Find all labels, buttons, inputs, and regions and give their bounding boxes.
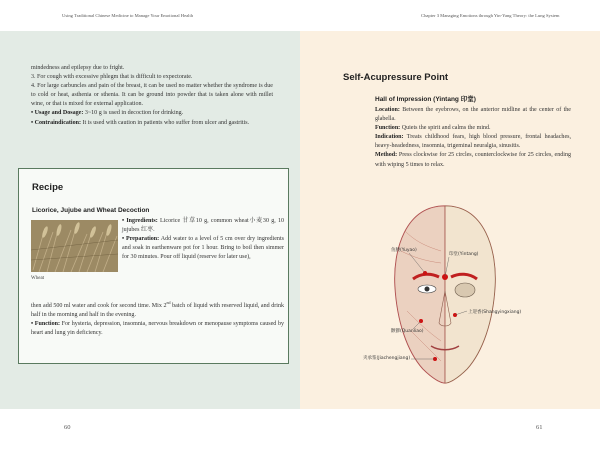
wheat-photo-graphic bbox=[31, 220, 118, 272]
preparation bbox=[122, 235, 284, 262]
recipe-box bbox=[18, 168, 289, 364]
preparation-end: batch of liquid with reserved liquid, and drink half in the morning and half in the evening. bbox=[31, 303, 284, 319]
label-shangyingxiang: 上迎香(Shangyingxiang) bbox=[468, 310, 522, 315]
label-yintang: 印堂(Yintang) bbox=[449, 252, 479, 257]
indication-text: Treats childhood fears, high blood pressure, frontal headaches, heavy-headedness, insomnia, trigeminal neuralgia, sinusitis. bbox=[375, 134, 571, 150]
usage-text: 3~10 g is used in decoction for drinking. bbox=[83, 110, 184, 117]
running-header-right: Chapter 3 Managing Emotions through Yin-Yang Theory: the Lung System bbox=[421, 13, 560, 18]
ingredients-label: • Ingredients: bbox=[122, 218, 158, 224]
function-label: Function: bbox=[375, 125, 401, 132]
method bbox=[375, 151, 571, 169]
recipe-full-column bbox=[31, 298, 284, 338]
point-description bbox=[375, 106, 571, 170]
pupil-left bbox=[425, 287, 430, 292]
image-caption: Wheat bbox=[31, 276, 45, 281]
peach-panel bbox=[300, 31, 600, 409]
recipe-right-column bbox=[122, 217, 284, 262]
usage-label: • Usage and Dosage: bbox=[31, 110, 84, 117]
contraindication bbox=[31, 119, 273, 128]
label-jiachengjiang: 夹承浆(Jiachengjiang) bbox=[363, 356, 411, 361]
eye-socket-right bbox=[455, 283, 475, 297]
method-text: Press clockwise for 25 circles, counterclockwise for 25 circles, ending with wiping 5 times to relax. bbox=[375, 152, 571, 168]
location bbox=[375, 106, 571, 124]
function bbox=[31, 320, 284, 338]
contra-text: It is used with caution in patients who suffer from ulcer and gastritis. bbox=[81, 119, 250, 126]
recipe-title: Recipe bbox=[32, 182, 64, 193]
label-quanliao: 颧髎(Quanliao) bbox=[391, 329, 424, 334]
green-panel bbox=[0, 31, 300, 409]
contra-label: • Contraindication: bbox=[31, 119, 81, 126]
point-title: Hall of Impression (Yintang 印堂) bbox=[375, 96, 476, 103]
paragraph: 3. For cough with excessive phlegm that is difficult to expectorate. bbox=[31, 74, 193, 81]
preparation-text: Add water to a level of 5 cm over dry ingredients and soak in earthenware pot for 1 hour. Bring to boil then simmer for 30 minutes. Pour off liquid (reserve for later use), bbox=[122, 236, 284, 261]
page-number-right: 61 bbox=[536, 424, 543, 431]
function-text: Quiets the spirit and calms the mind. bbox=[400, 125, 491, 132]
section-title: Self-Acupressure Point bbox=[343, 72, 449, 83]
page-number-left: 60 bbox=[64, 424, 71, 431]
function-text: For hysteria, depression, insomnia, nervous breakdown or menopause symptoms caused by heart and lung yin deficiency. bbox=[31, 321, 284, 337]
indication-label: Indication: bbox=[375, 134, 404, 141]
function-label: • Function: bbox=[31, 321, 60, 328]
running-header-left: Using Traditional Chinese Medicine to Manage Your Emotional Health bbox=[62, 13, 194, 18]
continued-text bbox=[31, 64, 273, 128]
paragraph: 4. For large carbuncles and pain of the breast, it can be used no matter whether the syndrome is due to cold or heat, asthenia or sthenia. It can be ground into powder that is taken alone with millet wine, or that is mixed for external application. bbox=[31, 83, 273, 108]
usage-and-dosage bbox=[31, 109, 273, 118]
label-yuyao: 鱼腰(Yuyao) bbox=[391, 248, 417, 253]
wheat-photo bbox=[31, 220, 118, 272]
preparation-cont: then add 500 ml water and cook for second time. Mix 2 bbox=[31, 303, 167, 310]
location-text: Between the eyebrows, on the anterior midline at the center of the glabella. bbox=[375, 107, 571, 123]
method-label: Method: bbox=[375, 152, 398, 159]
recipe-subtitle: Licorice, Jujube and Wheat Decoction bbox=[32, 207, 150, 214]
location-label: Location: bbox=[375, 107, 400, 113]
preparation-continued bbox=[31, 298, 284, 320]
function bbox=[375, 124, 571, 133]
right-page bbox=[300, 0, 600, 450]
preparation-label: • Preparation: bbox=[122, 236, 160, 243]
paragraph: mindedness and epilepsy due to fright. bbox=[31, 65, 125, 71]
ingredients bbox=[122, 217, 284, 235]
superscript: nd bbox=[166, 300, 171, 305]
face-acupoint-diagram bbox=[345, 191, 545, 391]
ingredients-text: Licorice 甘草10 g, common wheat小麦30 g, 10 jujubes 红枣. bbox=[122, 218, 284, 234]
indication bbox=[375, 133, 571, 151]
